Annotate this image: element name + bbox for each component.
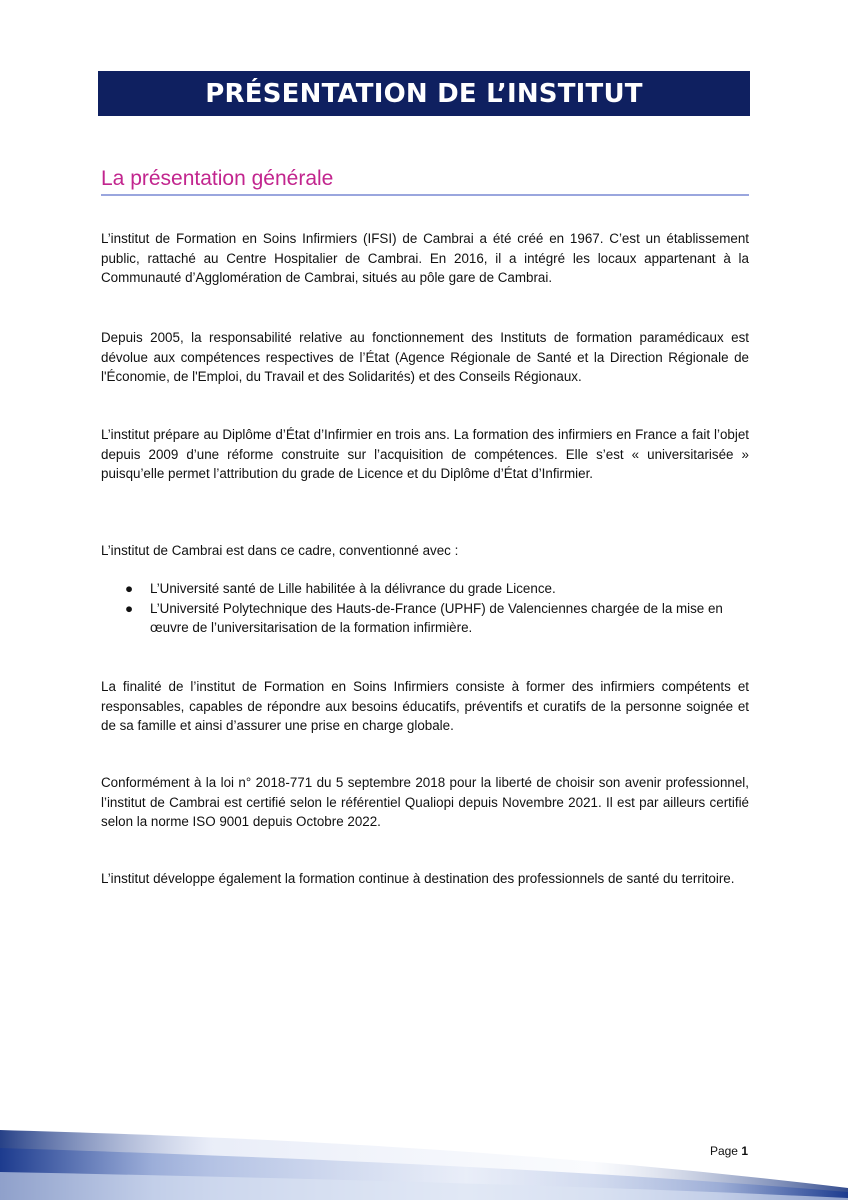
bullet-icon: ● (125, 581, 134, 596)
paragraph-history: L’institut de Formation en Soins Infirmiers (IFSI) de Cambrai a été créé en 1967. C’est un établissement public, rattaché au Centre Hospitalier de Cambrai. En 2016, il a intégré les locaux appartenant à la Communauté d’Agglomération de Cambrai, situés au pôle gare de Cambrai. (101, 231, 749, 286)
list-item (101, 599, 749, 638)
page-number-value: 1 (741, 1144, 748, 1158)
section-divider (101, 194, 749, 196)
paragraph-certification: Conformément à la loi n° 2018-771 du 5 septembre 2018 pour la liberté de choisir son avenir professionnel, l’institut de Cambrai est certifié selon le référentiel Qualiopi depuis Novembre 2021. Il est par ailleurs certifié selon la norme ISO 9001 depuis Octobre 2022. (101, 775, 749, 830)
paragraph-continuing-education: L’institut développe également la formation continue à destination des professionnels de santé du territoire. (101, 871, 735, 886)
page-number (690, 1144, 748, 1158)
list-item-text: L’Université santé de Lille habilitée à la délivrance du grade Licence. (150, 581, 556, 596)
page-number-label: Page (709, 1144, 738, 1158)
paragraph-purpose: La finalité de l’institut de Formation en Soins Infirmiers consiste à former des infirmiers compétents et responsables, capables de répondre aux besoins éducatifs, préventifs et curatifs de la personne soignée et de sa famille et ainsi d’assurer une prise en charge globale. (101, 679, 749, 734)
list-item (101, 579, 749, 599)
paragraph-diploma: L’institut prépare au Diplôme d’État d’Infirmier en trois ans. La formation des infirmiers en France a fait l’objet depuis 2009 d’une réforme construite sur l’acquisition de compétences. Elle s’est « universitarisée » puisqu’elle permet l’attribution du grade de Licence et du Diplôme d’État d’Infirmier. (101, 427, 749, 482)
title-banner (98, 71, 750, 116)
page-title: PRÉSENTATION DE L’INSTITUT (205, 78, 643, 109)
bullet-icon: ● (125, 600, 134, 616)
footer-decoration (0, 1128, 848, 1200)
section-heading: La présentation générale (101, 167, 334, 190)
paragraph-responsibility: Depuis 2005, la responsabilité relative au fonctionnement des Instituts de formation paramédicaux est dévolue aux compétences respectives de l’État (Agence Régionale de Santé et la Direction Régionale de l'Économie, de l'Emploi, du Travail et des Solidarités) et des Conseils Régionaux. (101, 330, 749, 385)
list-item-text: L’Université Polytechnique des Hauts-de-France (UPHF) de Valenciennes chargée de la mise en œuvre de l’universitarisation de la formation infirmière. (150, 600, 723, 636)
partner-list (101, 579, 749, 638)
paragraph-convention: L’institut de Cambrai est dans ce cadre, conventionné avec : (101, 543, 459, 558)
